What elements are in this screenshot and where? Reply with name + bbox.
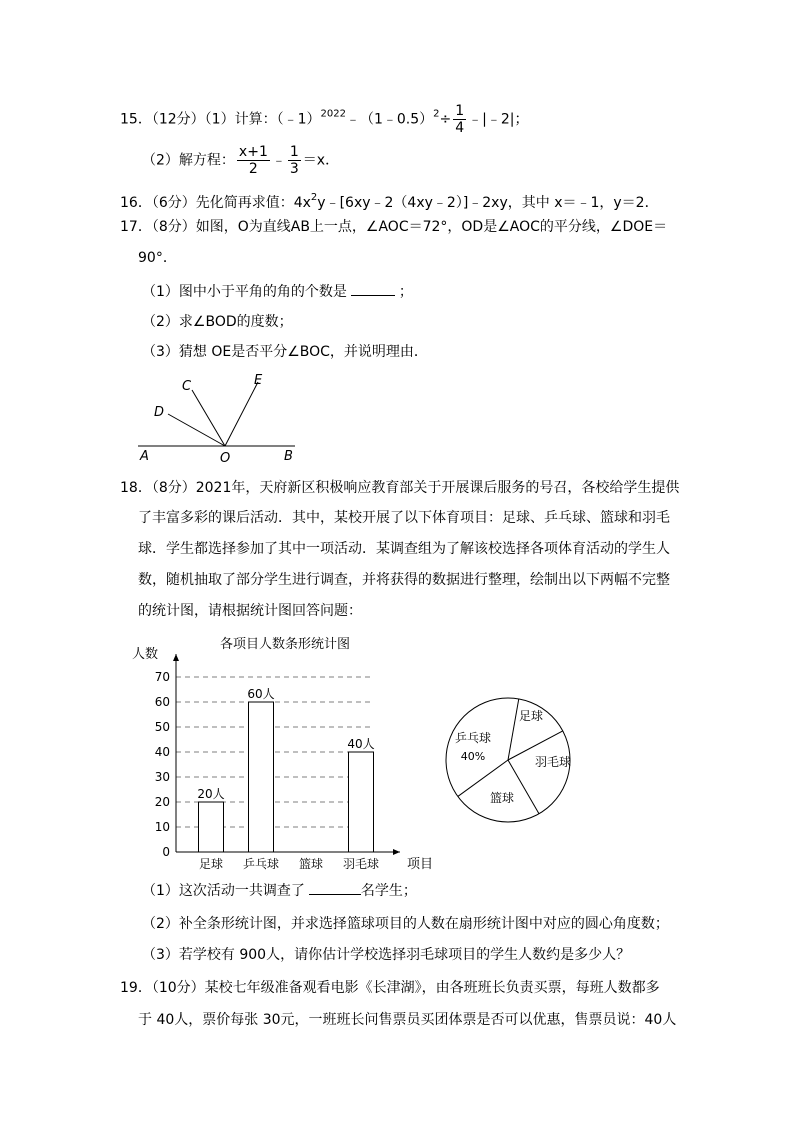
fraction-numerator: x+1	[238, 144, 268, 160]
q15-fraction	[288, 144, 301, 177]
q18-subq1	[142, 881, 417, 901]
q15-fraction	[453, 103, 466, 136]
label-d: D	[154, 405, 165, 420]
q17-subq2: （2）求∠BOD的度数；	[142, 314, 293, 330]
x-tick-label: 羽毛球	[342, 857, 380, 871]
q18-line2: 了丰富多彩的课后活动．其中，某校开展了以下体育项目：足球、乒乓球、篮球和羽毛	[138, 510, 670, 526]
pie-chart	[435, 690, 585, 830]
bar	[199, 802, 224, 852]
q15-expr: ﹣（1﹣0.5）	[345, 111, 434, 128]
q15-part2	[142, 144, 339, 177]
answer-blank[interactable]	[351, 283, 395, 296]
q17-subq1-text: （1）图中小于平角的角的个数是	[142, 284, 347, 300]
pie-slice-label: 足球	[518, 709, 544, 723]
y-tick-label: 30	[154, 770, 170, 784]
y-axis-label: 人数	[132, 647, 159, 662]
q16-text-b: y﹣[6xy﹣2（4xy﹣2）]﹣2xy，其中 x＝﹣1，y＝2．	[317, 195, 659, 211]
q17-subq1	[142, 282, 413, 302]
x-tick-label: 篮球	[298, 857, 324, 871]
q15-exponent: 2	[433, 108, 440, 120]
bar	[349, 752, 374, 852]
q16-text	[120, 188, 659, 213]
pie-slice-label: 乒乓球	[454, 731, 492, 745]
y-tick-label: 10	[154, 820, 170, 834]
q15-expr: （﹣1）	[276, 111, 321, 128]
fraction-denominator: 3	[289, 161, 299, 177]
pie-slice-label: 篮球	[489, 791, 515, 805]
bar-data-label: 40人	[347, 737, 375, 751]
q16-text-a: 16．（6分）先化简再求值：4x	[120, 195, 311, 211]
fraction-denominator: 4	[455, 120, 465, 136]
q18-subq3: （3）若学校有 900人，请你估计学校选择羽毛球项目的学生人数约是多少人？	[142, 947, 631, 963]
q17-subq3: （3）猜想 OE是否平分∠BOC，并说明理由．	[142, 344, 428, 360]
q17-line1: 17．（8分）如图，O为直线AB上一点，∠AOC＝72°，OD是∠AOC的平分线，∠DOE＝	[120, 219, 668, 235]
y-tick-label: 70	[154, 670, 170, 684]
label-o: O	[220, 451, 231, 466]
q18-line5: 的统计图，请根据统计图回答问题：	[138, 603, 362, 619]
q17-subq1-end: ；	[398, 284, 413, 300]
q15-divide: ÷	[439, 111, 452, 128]
q15-part1	[120, 103, 529, 136]
q18-subq1-text: （1）这次活动一共调查了	[142, 883, 305, 899]
q18-subq2: （2）补全条形统计图，并求选择篮球项目的人数在扇形统计图中对应的圆心角度数；	[142, 916, 669, 932]
bar-data-label: 60人	[247, 687, 275, 701]
pie-slice-label: 羽毛球	[534, 755, 572, 769]
q15-fraction	[237, 144, 270, 177]
bar-data-label: 20人	[197, 787, 225, 801]
fraction-denominator: 2	[248, 161, 258, 177]
fraction-numerator: 1	[289, 144, 299, 160]
y-tick-label: 0	[162, 845, 170, 859]
x-tick-label: 足球	[198, 857, 224, 871]
y-tick-label: 40	[154, 745, 170, 759]
q19-line2: 于 40人，票价每张 30元，一班班长问售票员买团体票是否可以优惠，售票员说：40人	[138, 1012, 677, 1028]
y-tick-label: 60	[154, 695, 170, 709]
x-tick-label: 乒乓球	[242, 857, 280, 871]
q16-exponent: 2	[310, 192, 318, 203]
fraction-numerator: 1	[455, 103, 465, 119]
x-axis-label: 项目	[406, 857, 434, 872]
q15-number: 15．	[120, 111, 152, 128]
angle-figure	[130, 368, 310, 468]
q15-rhs: ＝x．	[302, 152, 340, 169]
q17-line2: 90°．	[138, 250, 177, 266]
y-tick-label: 50	[154, 720, 170, 734]
y-axis-arrow	[173, 654, 179, 661]
label-e: E	[254, 373, 263, 388]
answer-blank[interactable]	[309, 882, 361, 895]
ray-od	[168, 414, 225, 446]
q15-part2-label: （2）解方程：	[142, 152, 235, 169]
q15-exponent: 2022	[320, 108, 346, 120]
pie-percent-label: 40%	[460, 750, 486, 763]
q15-score: （12分）	[151, 111, 205, 128]
label-c: C	[182, 379, 192, 394]
q15-minus: ﹣	[271, 152, 286, 169]
x-axis-arrow	[393, 849, 400, 855]
bar-chart	[130, 628, 440, 878]
q18-line1: 18．（8分）2021年，天府新区积极响应教育部关于开展课后服务的号召，各校给学生提供	[120, 480, 680, 496]
q15-part1-label: （1）计算：	[204, 111, 277, 128]
q18-line4: 数，随机抽取了部分学生进行调查，并将获得的数据进行整理，绘制出以下两幅不完整	[138, 572, 670, 588]
ray-oc	[192, 390, 225, 446]
q15-expr: ﹣|﹣2|；	[468, 111, 529, 128]
q19-line1: 19．（10分）某校七年级准备观看电影《长津湖》，由各班班长负责买票，每班人数都多	[120, 980, 660, 996]
q18-line3: 球．学生都选择参加了其中一项活动．某调查组为了解该校选择各项体育活动的学生人	[138, 541, 670, 557]
ray-oe	[225, 382, 258, 446]
chart-title: 各项目人数条形统计图	[219, 637, 351, 652]
bar	[249, 702, 274, 852]
y-tick-label: 20	[154, 795, 170, 809]
q18-subq1-end: 名学生；	[360, 883, 417, 899]
label-a: A	[140, 449, 149, 464]
label-b: B	[284, 449, 293, 464]
